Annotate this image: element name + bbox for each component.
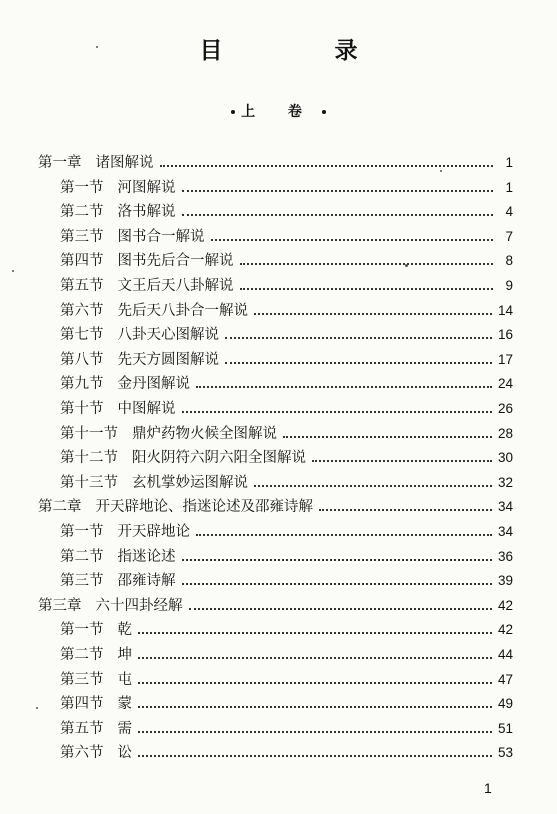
dot-leader — [182, 411, 492, 413]
toc-entry-title: 诸图解说 — [95, 155, 154, 171]
toc-entry-number: 第一节 — [60, 622, 104, 639]
dot-leader — [138, 731, 492, 733]
toc-entry-title: 开天辟地论 — [117, 524, 190, 540]
toc-section-entry[interactable] — [60, 617, 513, 639]
dot-leader — [196, 386, 492, 388]
toc-entry-title: 指迷论述 — [117, 548, 176, 565]
toc-section-entry[interactable] — [60, 224, 513, 246]
toc-entry-title: 需 — [117, 720, 132, 737]
toc-entry-number: 第二节 — [60, 204, 104, 221]
toc-entry-number: 第十一节 — [60, 425, 118, 442]
toc-entry-number: 第一节 — [60, 524, 104, 540]
toc-entry-number: 第四节 — [60, 253, 104, 270]
dot-leader — [240, 288, 494, 290]
toc-entry-number: 第二章 — [38, 499, 82, 516]
dot-leader — [182, 214, 494, 216]
page-number: 1 — [484, 780, 492, 796]
toc-entry-number: 第五节 — [60, 278, 104, 294]
toc-entry-title: 邵雍诗解 — [117, 573, 176, 590]
toc-entry-page: 36 — [497, 548, 513, 564]
toc-entry-page: 42 — [497, 622, 513, 638]
toc-entry-page: 34 — [497, 499, 513, 515]
toc-entry-title: 河图解说 — [117, 179, 176, 196]
dot-leader — [319, 509, 492, 511]
dot-leader — [312, 460, 492, 462]
toc-entry-page: 14 — [497, 302, 513, 318]
toc-entry-title: 六十四卦经解 — [95, 597, 183, 614]
toc-entry-number: 第一章 — [38, 155, 82, 171]
toc-entry-title: 洛书解说 — [117, 204, 176, 221]
toc-entry-number: 第三节 — [60, 671, 104, 688]
toc-entry-page: 49 — [497, 696, 513, 712]
toc-section-entry[interactable] — [60, 248, 513, 270]
toc-section-entry[interactable] — [60, 716, 513, 738]
toc-entry-title: 图书先后合一解说 — [117, 253, 234, 270]
toc-entry-number: 第九节 — [60, 376, 104, 393]
toc-section-entry[interactable] — [60, 642, 513, 664]
toc-entry-page: 24 — [497, 376, 513, 392]
toc-entry-number: 第三节 — [60, 573, 104, 590]
scan-speck — [36, 707, 38, 709]
dot-leader — [138, 632, 492, 634]
toc-section-entry[interactable] — [60, 322, 513, 344]
toc-section-entry[interactable] — [60, 371, 513, 393]
toc-entry-page: 26 — [497, 401, 513, 416]
toc-entry-page: 51 — [497, 720, 513, 736]
toc-section-entry[interactable] — [60, 470, 513, 492]
toc-entry-title: 蒙 — [117, 696, 132, 713]
toc-section-entry[interactable] — [60, 175, 513, 197]
toc-section-entry[interactable] — [60, 199, 513, 221]
toc-entry-page: 39 — [497, 573, 513, 589]
toc-entry-title: 八卦天心图解说 — [117, 327, 219, 344]
toc-entry-title: 开天辟地论、指迷论述及邵雍诗解 — [95, 499, 313, 516]
toc-section-entry[interactable] — [60, 519, 513, 541]
toc-entry-title: 乾 — [117, 622, 132, 639]
toc-entry-title: 阳火阴符六阴六阳全图解说 — [132, 450, 306, 467]
dot-leader — [211, 239, 494, 241]
toc-entry-number: 第十三节 — [60, 474, 118, 491]
toc-entry-number: 第二节 — [60, 548, 104, 565]
toc-entry-page: 16 — [497, 327, 513, 343]
toc-entry-title: 屯 — [117, 671, 132, 688]
toc-section-entry[interactable] — [60, 568, 513, 590]
toc-entry-number: 第六节 — [60, 745, 104, 762]
toc-entry-page: 1 — [505, 155, 513, 170]
toc-entry-page: 30 — [497, 450, 513, 466]
toc-section-entry[interactable] — [60, 667, 513, 689]
toc-entry-page: 28 — [497, 425, 513, 441]
toc-section-entry[interactable] — [60, 273, 513, 295]
toc-entry-number: 第二节 — [60, 647, 104, 663]
scan-speck — [440, 170, 442, 172]
toc-entry-page: 44 — [497, 647, 513, 662]
toc-entry-number: 第四节 — [60, 696, 104, 713]
toc-entry-title: 讼 — [117, 745, 132, 762]
dot-leader — [138, 706, 492, 708]
bullet-dot-right — [322, 110, 326, 114]
toc-section-entry[interactable] — [60, 347, 513, 369]
toc-entry-number: 第七节 — [60, 327, 104, 344]
toc-entry-page: 47 — [497, 671, 513, 687]
page-title: 目 录 — [199, 38, 410, 64]
toc-entry-number: 第三章 — [38, 597, 82, 614]
toc-entry-page: 17 — [497, 351, 513, 367]
toc-section-entry[interactable] — [60, 421, 513, 443]
toc-section-entry[interactable] — [60, 544, 513, 566]
toc-entry-page: 42 — [497, 597, 513, 613]
toc-entry-title: 先天方圆图解说 — [117, 351, 219, 368]
toc-entry-title: 先后天八卦合一解说 — [117, 302, 248, 319]
toc-chapter-entry[interactable] — [38, 150, 513, 172]
toc-entry-number: 第六节 — [60, 302, 104, 319]
toc-entry-title: 玄机掌妙运图解说 — [132, 474, 248, 491]
toc-section-entry[interactable] — [60, 445, 513, 467]
scan-speck — [96, 46, 98, 48]
toc-entry-title: 文王后天八卦解说 — [117, 278, 234, 294]
bullet-dot-left — [231, 110, 235, 114]
toc-entry-title: 坤 — [117, 647, 132, 663]
toc-chapter-entry[interactable] — [38, 593, 513, 615]
toc-entry-title: 鼎炉药物火候全图解说 — [132, 425, 277, 442]
toc-entry-page: 4 — [505, 204, 513, 220]
toc-entry-number: 第一节 — [60, 179, 104, 196]
toc-section-entry[interactable] — [60, 740, 513, 762]
volume-label-text: 上 卷 — [241, 104, 316, 120]
toc-entry-number: 第八节 — [60, 351, 104, 368]
dot-leader — [254, 485, 492, 487]
dot-leader — [225, 337, 492, 339]
toc-entry-page: 9 — [505, 278, 513, 293]
toc-entry-number: 第五节 — [60, 720, 104, 737]
dot-leader — [160, 165, 494, 167]
toc-entry-page: 7 — [505, 228, 513, 244]
toc-section-entry[interactable] — [60, 298, 513, 320]
dot-leader — [138, 657, 492, 659]
toc-entry-number: 第十二节 — [60, 450, 118, 467]
dot-leader — [225, 362, 492, 364]
dot-leader — [182, 559, 492, 561]
toc-entry-page: 1 — [505, 179, 513, 195]
toc-entry-title: 中图解说 — [117, 401, 176, 417]
toc-entry-page: 32 — [497, 474, 513, 490]
dot-leader — [283, 436, 492, 438]
toc-entry-title: 金丹图解说 — [117, 376, 190, 393]
toc-entry-number: 第十节 — [60, 401, 104, 417]
toc-entry-page: 8 — [505, 253, 513, 269]
toc-entry-number: 第三节 — [60, 228, 104, 245]
dot-leader — [196, 534, 492, 536]
scan-speck — [405, 264, 408, 267]
toc-section-entry[interactable] — [60, 691, 513, 713]
toc-entry-title: 图书合一解说 — [117, 228, 205, 245]
dot-leader — [138, 755, 492, 757]
dot-leader — [182, 190, 494, 192]
dot-leader — [240, 263, 494, 265]
dot-leader — [189, 608, 492, 610]
toc-entry-page: 53 — [497, 745, 513, 761]
dot-leader — [182, 583, 492, 585]
toc-entry-page: 34 — [497, 524, 513, 539]
dot-leader — [138, 682, 492, 684]
toc-section-entry[interactable] — [60, 396, 513, 418]
dot-leader — [254, 313, 492, 315]
toc-chapter-entry[interactable] — [38, 494, 513, 516]
scan-speck — [12, 270, 14, 272]
volume-label — [0, 101, 557, 121]
